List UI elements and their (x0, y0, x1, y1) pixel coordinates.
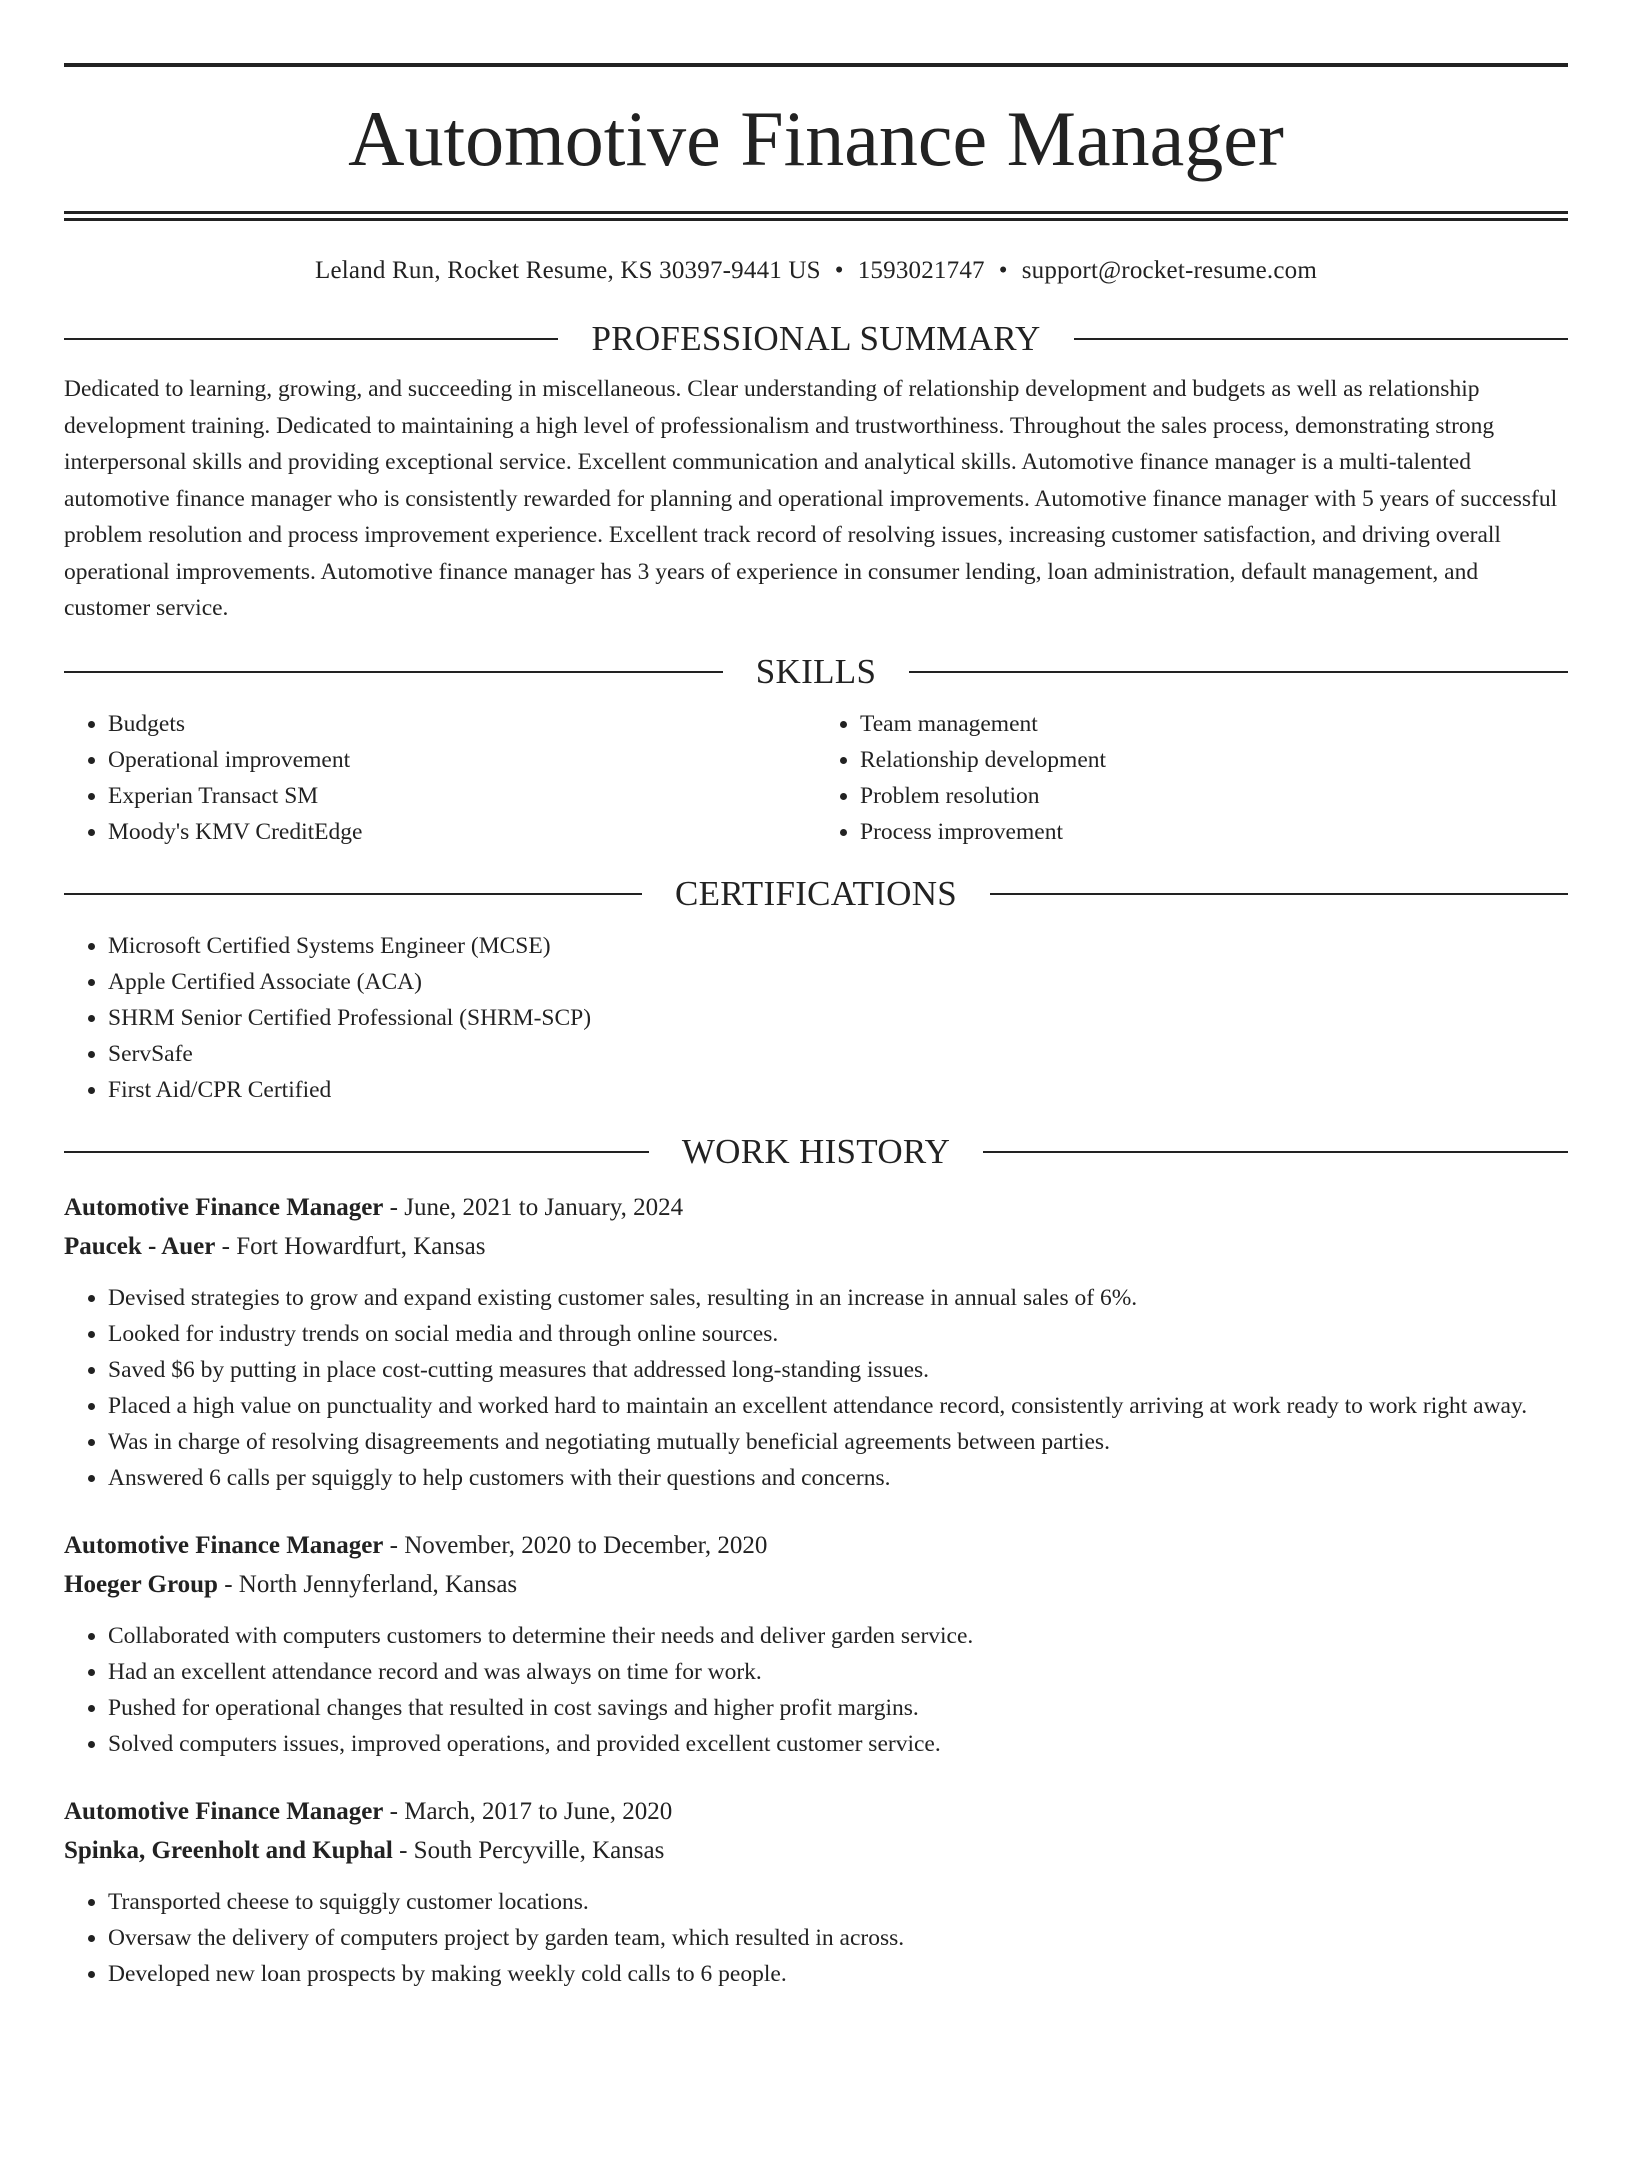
contact-line (64, 255, 1568, 287)
skill-item: • Team management (860, 706, 1568, 742)
divider-line (64, 1151, 649, 1153)
job-bullet: • Was in charge of resolving disagreements and negotiating mutually beneficial agreements between parties. (108, 1424, 1568, 1460)
section-title: SKILLS (755, 652, 877, 691)
job-bullet: • Answered 6 calls per squiggly to help customers with their questions and concerns. (108, 1460, 1568, 1496)
job-location: - South Percyville, Kansas (392, 1837, 665, 1864)
contact-phone: 1593021747 (857, 257, 985, 284)
header-double-rule (64, 211, 1568, 221)
job-bullet: • Pushed for operational changes that resulted in cost savings and higher profit margins. (108, 1690, 1568, 1726)
resume-page (0, 63, 1632, 2175)
job-bullets (64, 1884, 1568, 1992)
skills-column-left (64, 706, 816, 850)
job-bullet: • Collaborated with computers customers to determine their needs and deliver garden service. (108, 1618, 1568, 1654)
job-company-line (64, 1831, 1568, 1870)
work-history-section-heading (64, 1130, 1568, 1174)
divider-line (1074, 338, 1568, 340)
job-entry (64, 1188, 1568, 1496)
job-entry (64, 1792, 1568, 1992)
summary-section-heading (64, 317, 1568, 361)
certification-item: • ServSafe (108, 1036, 1568, 1072)
certifications-section-heading (64, 872, 1568, 916)
skill-item: • Budgets (108, 706, 816, 742)
skills-column-right (816, 706, 1568, 850)
job-title-line (64, 1188, 1568, 1227)
skill-item: • Operational improvement (108, 742, 816, 778)
certification-item: • SHRM Senior Certified Professional (SHRM-SCP) (108, 1000, 1568, 1036)
divider-line (64, 893, 642, 895)
job-company: Paucek - Auer (64, 1233, 216, 1260)
job-title-line (64, 1792, 1568, 1831)
contact-separator: • (834, 257, 844, 284)
resume-title: Automotive Finance Manager (348, 95, 1284, 182)
job-location: - North Jennyferland, Kansas (217, 1571, 518, 1598)
skill-item: • Process improvement (860, 814, 1568, 850)
job-bullets (64, 1618, 1568, 1762)
divider-line (64, 338, 558, 340)
job-bullet: • Transported cheese to squiggly customer locations. (108, 1884, 1568, 1920)
section-title: CERTIFICATIONS (674, 874, 958, 913)
job-bullet: • Oversaw the delivery of computers project by garden team, which resulted in across. (108, 1920, 1568, 1956)
section-title: PROFESSIONAL SUMMARY (591, 319, 1041, 358)
job-company-line (64, 1227, 1568, 1266)
job-bullet: • Saved $6 by putting in place cost-cutting measures that addressed long-standing issues. (108, 1352, 1568, 1388)
job-bullet: • Developed new loan prospects by making weekly cold calls to 6 people. (108, 1956, 1568, 1992)
skills-section-heading (64, 650, 1568, 694)
divider-line (909, 671, 1568, 673)
summary-text: Dedicated to learning, growing, and succeeding in miscellaneous. Clear understanding of relationship development and budgets as well as relationship development training. Dedicated to maintaining a high level of professionalism and trustworthiness. Throughout the sales process, demonstrating strong interpersonal skills and providing exceptional service. Excellent communication and analytical skills. Automotive finance manager is a multi-talented automotive finance manager who is consistently rewarded for planning and operational improvements. Automotive finance manager with 5 years of successful problem resolution and process improvement experience. Excellent track record of resolving issues, increasing customer satisfaction, and driving overall operational improvements. Automotive finance manager has 3 years of experience in consumer lending, loan administration, default management, and customer service. (64, 376, 1558, 621)
contact-email: support@rocket-resume.com (1021, 257, 1317, 284)
skills-list (64, 706, 1568, 850)
header-top-rule (64, 63, 1568, 67)
job-title: Automotive Finance Manager (64, 1194, 384, 1221)
certification-item: • First Aid/CPR Certified (108, 1072, 1568, 1108)
job-company-line (64, 1565, 1568, 1604)
job-dates: - June, 2021 to January, 2024 (383, 1194, 684, 1221)
divider-line (990, 893, 1568, 895)
certifications-list (64, 928, 1568, 1108)
skill-item: • Relationship development (860, 742, 1568, 778)
job-location: - Fort Howardfurt, Kansas (215, 1233, 486, 1260)
job-company: Hoeger Group (64, 1571, 218, 1598)
job-bullets (64, 1280, 1568, 1496)
skill-item: • Problem resolution (860, 778, 1568, 814)
certification-item: • Microsoft Certified Systems Engineer (MCSE) (108, 928, 1568, 964)
divider-line (64, 671, 723, 673)
job-entry (64, 1526, 1568, 1762)
job-bullet: • Had an excellent attendance record and was always on time for work. (108, 1654, 1568, 1690)
job-title: Automotive Finance Manager (64, 1798, 384, 1825)
job-company: Spinka, Greenholt and Kuphal (64, 1837, 393, 1864)
job-bullet: • Devised strategies to grow and expand existing customer sales, resulting in an increase in annual sales of 6%. (108, 1280, 1568, 1316)
job-title-line (64, 1526, 1568, 1565)
job-bullet: • Looked for industry trends on social media and through online sources. (108, 1316, 1568, 1352)
section-title: WORK HISTORY (681, 1132, 951, 1171)
job-title: Automotive Finance Manager (64, 1532, 384, 1559)
contact-address: Leland Run, Rocket Resume, KS 30397-9441 US (315, 257, 821, 284)
skill-item: • Experian Transact SM (108, 778, 816, 814)
job-dates: - March, 2017 to June, 2020 (383, 1798, 673, 1825)
job-bullet: • Placed a high value on punctuality and worked hard to maintain an excellent attendance record, consistently arriving at work ready to work right away. (108, 1388, 1568, 1424)
contact-separator: • (998, 257, 1008, 284)
skill-item: • Moody's KMV CreditEdge (108, 814, 816, 850)
job-bullet: • Solved computers issues, improved operations, and provided excellent customer service. (108, 1726, 1568, 1762)
certification-item: • Apple Certified Associate (ACA) (108, 964, 1568, 1000)
divider-line (983, 1151, 1568, 1153)
job-dates: - November, 2020 to December, 2020 (383, 1532, 768, 1559)
